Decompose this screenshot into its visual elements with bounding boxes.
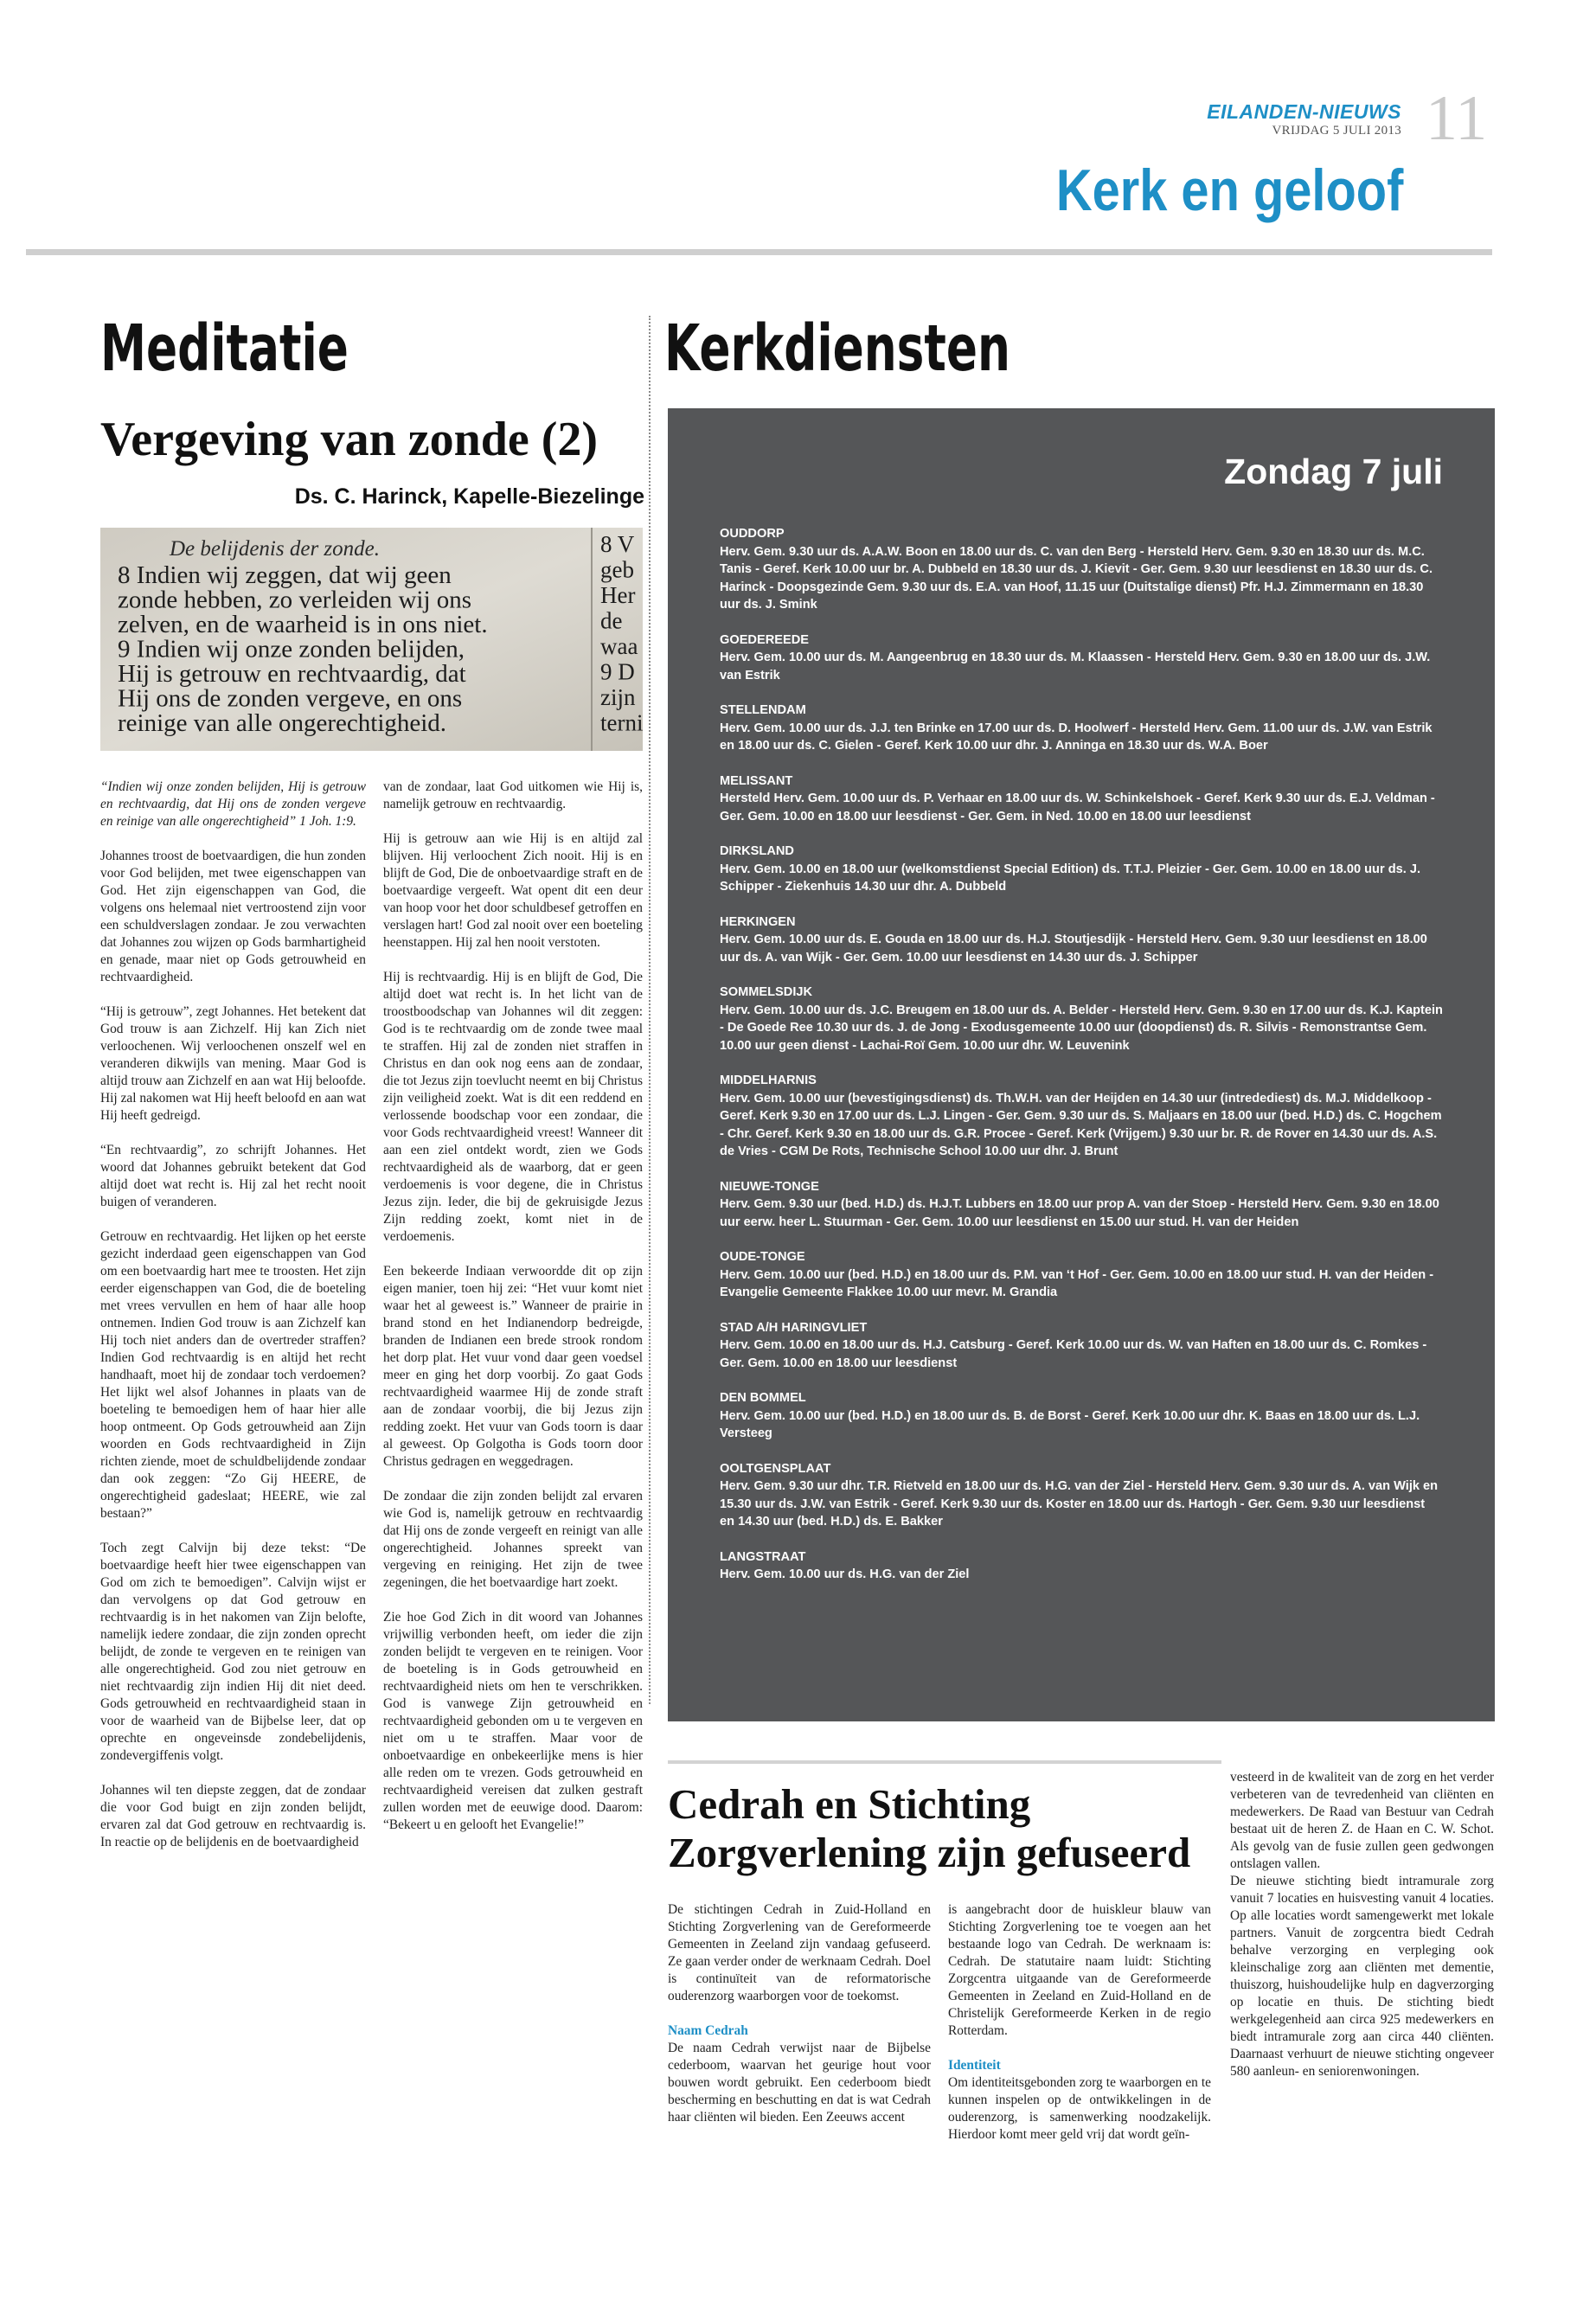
service-place: MIDDELHARNIS bbox=[720, 1074, 817, 1087]
cedrah-column-2 bbox=[948, 1901, 1211, 2144]
service-entry bbox=[720, 772, 1443, 826]
service-place: STELLENDAM bbox=[720, 703, 806, 717]
masthead bbox=[1194, 100, 1401, 138]
service-place: HERKINGEN bbox=[720, 914, 796, 929]
meditatie-paragraph: Johannes wil ten diepste zeggen, dat de zondaar die voor God buigt en zijn zonden belijdt, ervaren zal dat God getrouw en rechtvaardig is. In reactie op de belijdenis en de boetvaardigheid bbox=[100, 1783, 366, 1849]
kerkdiensten-list bbox=[720, 525, 1443, 1601]
scripture-heading: De belijdenis der zonde. bbox=[170, 537, 381, 561]
cedrah-paragraph: De naam Cedrah verwijst naar de Bijbelse cederboom, waarvan het geurige hout voor bouwen wordt gebruikt. Een cederboom biedt bescherming en beschutting en dat is wat Cedrah haar cliënten wil bieden. Een Zeeuws accent bbox=[668, 2041, 931, 2125]
service-details: Herv. Gem. 10.00 en 18.00 uur (welkomstdienst Special Edition) ds. T.T.J. Pleizier - Ger. Gem. 10.00 en 18.00 uur ds. J. Schipper - Ziekenhuis 14.30 uur dhr. A. Dubbeld bbox=[720, 862, 1421, 894]
scripture-margin-line: geb bbox=[600, 556, 634, 583]
meditatie-paragraph: “Hij is getrouw”, zegt Johannes. Het betekent dat God trouw is aan Zichzelf. Hij kan Zich niet verloochenen. Wij verloochenen onszelf wel en veranderen dikwijls van mening. Maar God is altijd trouw aan Zichzelf en aan wat Hij beloofde. Hij zal nakomen wat Hij heeft beloofd en aan wat Hij heeft gedreigd. bbox=[100, 1004, 366, 1123]
service-details: Herv. Gem. 10.00 uur ds. H.G. van der Ziel bbox=[720, 1567, 970, 1581]
scripture-line: 8 Indien wij zeggen, dat wij geen bbox=[118, 561, 452, 589]
scripture-line: zonde hebben, zo verleiden wij ons bbox=[118, 586, 472, 614]
service-place: GOEDEREEDE bbox=[720, 632, 809, 647]
cedrah-paragraph: vesteerd in de kwaliteit van de zorg en het verder verbeteren van de tevredenheid van cliënten en medewerkers. De Raad van Bestuur van Cedrah bestaat uit de heren Z. de Haan en C. W. Schot. Als gevolg van de fusie zullen geen gedwongen ontslagen vallen. bbox=[1230, 1770, 1494, 1871]
scripture-line: zelven, en de waarheid is in ons niet. bbox=[118, 611, 488, 638]
scripture-margin-line: 8 V bbox=[600, 531, 635, 557]
header-rule bbox=[26, 249, 1492, 255]
service-entry bbox=[720, 1248, 1443, 1302]
meditatie-headline: Vergeving van zonde (2) bbox=[100, 413, 599, 466]
service-place: OUDE-TONGE bbox=[720, 1250, 805, 1264]
kerkdiensten-box bbox=[668, 408, 1495, 1721]
service-entry bbox=[720, 843, 1443, 896]
cedrah-column-3 bbox=[1230, 1769, 1494, 2080]
cedrah-subheading-naam: Naam Cedrah bbox=[668, 2023, 748, 2038]
service-entry bbox=[720, 984, 1443, 1054]
meditatie-paragraph: “En rechtvaardig”, zo schrijft Johannes. Het woord dat Johannes gebruikt betekent dat God altijd doet wat recht is. Hij zal het recht nooit buigen of veranderen. bbox=[100, 1143, 366, 1209]
service-details: Herv. Gem. 10.00 uur (bed. H.D.) en 18.00 uur ds. B. de Borst - Geref. Kerk 10.00 uur dhr. K. Baas en 18.00 uur ds. L.J. Versteeg bbox=[720, 1408, 1420, 1440]
service-details: Herv. Gem. 10.00 uur ds. M. Aangeenbrug en 18.30 uur ds. M. Klaassen - Hersteld Herv. Gem. 9.30 en 18.00 uur ds. J.W. van Estrik bbox=[720, 651, 1431, 683]
cedrah-column-1 bbox=[668, 1901, 931, 2126]
service-place: MELISSANT bbox=[720, 773, 793, 788]
meditatie-paragraph: Hij is rechtvaardig. Hij is en blijft de God, Die altijd doet wat recht is. In het licht van de troostboodschap van Johannes wil dit zeggen: God is te rechtvaardig om de zonde twee maal te straffen. Hij zal de zonden niet straffen in Christus en dan ook nog eens aan de zondaar, die tot Jezus zijn toevlucht neemt en bij Christus zijn veiligheid zoekt. Wat is dit een reddend en verlossende boodschap voor een zondaar, die voor Gods rechtvaardigheid vreest! Wanneer dit aan een ziel ontdekt wordt, zien we Gods rechtvaardigheid als de waarborg, dat er geen verdoemenis is voor degene, die in Christus Jezus zijn. Ieder, die bij de gekruisigde Jezus Zijn redding zoekt, komt niet in de verdoemenis. bbox=[383, 970, 643, 1244]
scripture-quote: “Indien wij onze zonden belijden, Hij is getrouw en rechtvaardig, dat Hij ons de zonden vergeve en reinige van alle ongerechtigheid” 1 Joh. 1:9. bbox=[100, 779, 366, 829]
cedrah-headline: Cedrah en Stichting Zorgverlening zijn gefuseerd bbox=[668, 1780, 1191, 1876]
page-number: 11 bbox=[1426, 83, 1488, 154]
service-place: SOMMELSDIJK bbox=[720, 985, 813, 999]
meditatie-paragraph: De zondaar die zijn zonden belijdt zal ervaren wie God is, namelijk getrouw en rechtvaardig dat Hij ons de zonde vergeeft en reinigt van alle ongerechtigheid. Johannes spreekt van vergeving en reiniging. Het zijn de twee zegeningen, die het boetvaardige hart zoekt. bbox=[383, 1489, 643, 1590]
section-title: Kerk en geloof bbox=[1055, 157, 1403, 223]
service-details: Herv. Gem. 10.00 uur ds. J.J. ten Brinke en 17.00 uur ds. D. Hoolwerf - Hersteld Herv. Gem. 11.00 uur ds. J.W. van Estrik en 18.00 uur ds. C. Gielen - Geref. Kerk 10.00 uur dhr. J. Anninga en 18.30 uur ds. W.A. Boer bbox=[720, 721, 1433, 753]
scripture-line: reinige van alle ongerechtigheid. bbox=[118, 709, 447, 737]
kerkdiensten-date: Zondag 7 juli bbox=[1224, 452, 1443, 491]
meditatie-paragraph: Johannes troost de boetvaardigen, die hun zonden voor God belijden, met twee eigenschappen van God. Het zijn eigenschappen van God, die volgens ons helemaal niet vertroostend zijn voor een schuldverslagen zondaar. Je zou verwachten dat Johannes zou wijzen op Gods barmhartigheid en genade, maar niet op Gods getrouwheid en rechtvaardigheid. bbox=[100, 849, 366, 984]
meditatie-column-2 bbox=[383, 779, 643, 1851]
meditatie-paragraph: Getrouw en rechtvaardig. Het lijken op het eerste gezicht inderdaad geen eigenschappen van God om een boetvaardig hart mee te troosten. Het zijn eerder eigenschappen van God, die de boeteling met vrees vervullen en hem of haar alle hoop ontnemen. Indien God trouw is aan Zichzelf kan Hij toch niet anders dan de overtreder straffen? Indien God rechtvaardig is en altijd het recht handhaaft, moet hij de zondaar toch verdoemen? Het lijkt wel alsof Johannes in plaats van de boeteling te bemoedigen hem of haar hier alle hoop ontmeent. Op Gods getrouwheid aan Zijn woorden en Gods rechtvaardigheid in Zijn richten ziende, moet de schuldbelijdende zondaar dan ook zeggen: “Zo Gij HEERE, de ongerechtigheid gadeslaat; HEERE, wie zal bestaan?” bbox=[100, 1229, 366, 1521]
meditatie-author: Ds. C. Harinck, Kapelle-Biezelinge bbox=[294, 484, 644, 509]
service-place: NIEUWE-TONGE bbox=[720, 1179, 819, 1194]
service-entry bbox=[720, 1319, 1443, 1373]
service-details: Herv. Gem. 9.30 uur ds. A.A.W. Boon en 18.00 uur ds. C. van den Berg - Hersteld Herv. Gem. 9.30 en 18.30 uur ds. M.C. Tanis - Geref. Kerk 10.00 uur br. A. Dubbeld en 18.30 uur ds. J. Kievit - Ger. Gem. 9.30 uur leesdienst en 18.30 uur ds. C. Harinck - Doopsgezinde Gem. 9.30 uur ds. E.A. van Hoof, 11.15 uur (Duitstalige dienst) Pfr. H.J. Zimmermann en 18.30 uur ds. J. Smink bbox=[720, 544, 1433, 612]
scripture-margin-line: waa bbox=[600, 633, 638, 659]
cedrah-paragraph: is aangebracht door de huiskleur blauw van Stichting Zorgverlening toe te voegen aan het bestaande logo van Cedrah. De werknaam is: Cedrah. De statutaire naam luidt: Stichting Zorgcentra uitgaande van de Gereformeerde Gemeenten in Zeeland en Zuid-Holland en de Christelijk Gereformeerde Kerken in de regio Rotterdam. bbox=[948, 1902, 1211, 2038]
scripture-margin-line: Her bbox=[600, 582, 636, 608]
scripture-margin-line: terni bbox=[600, 709, 643, 736]
service-entry bbox=[720, 631, 1443, 685]
scripture-line: Hij ons de zonden vergeve, en ons bbox=[118, 684, 463, 713]
meditatie-paragraph: Hij is getrouw aan wie Hij is en altijd zal blijven. Hij verloochent Zich nooit. Hij is en blijft de God, Die de onboetvaardige straft en de boetvaardige vergeeft. Wat opent dit een deur van hoop voor het door schuldbesef getroffen en verslagen hart! God zal nooit over een boeteling heenstappen. Hij zal hen nooit verstoten. bbox=[383, 831, 643, 950]
meditatie-column-title: Meditatie bbox=[100, 311, 349, 386]
kerkdiensten-column-title: Kerkdiensten bbox=[664, 311, 1010, 386]
service-details: Herv. Gem. 9.30 uur (bed. H.D.) ds. H.J.T. Lubbers en 18.00 uur prop A. van der Stoep - Hersteld Herv. Gem. 9.30 en 18.00 uur eerw. heer L. Stuurman - Ger. Gem. 10.00 uur leesdienst en 15.00 uur stud. H. van der Heiden bbox=[720, 1197, 1439, 1229]
service-entry bbox=[720, 1178, 1443, 1232]
service-place: OOLTGENSPLAAT bbox=[720, 1461, 831, 1476]
service-details: Herv. Gem. 10.00 uur ds. J.C. Breugem en 18.00 uur ds. A. Belder - Hersteld Herv. Gem. 9.30 en 17.00 uur ds. K.J. Kaptein - De Goede Ree 10.30 uur ds. J. de Jong - Exodusgemeente 10.00 uur (doopdienst) ds. R. Silvis - Remonstrantse Gem. 10.00 uur geen dienst - Lachai-Roï Gem. 10.00 uur dhr. W. Leuvenink bbox=[720, 1003, 1443, 1053]
column-divider bbox=[649, 316, 651, 1704]
scripture-margin-line: de bbox=[600, 607, 623, 634]
service-entry bbox=[720, 913, 1443, 967]
scripture-margin-line: 9 D bbox=[600, 658, 635, 685]
cedrah-subheading-identiteit: Identiteit bbox=[948, 2058, 1001, 2073]
service-entry bbox=[720, 1548, 1443, 1584]
service-details: Herv. Gem. 10.00 uur ds. E. Gouda en 18.00 uur ds. H.J. Stoutjesdijk - Hersteld Herv. Gem. 9.30 uur leesdienst en 18.00 uur ds. A. van Wijk - Ger. Gem. 10.00 uur leesdienst en 14.30 uur ds. J. Schipper bbox=[720, 933, 1427, 965]
scripture-line: 9 Indien wij onze zonden belijden, bbox=[118, 635, 465, 663]
cedrah-paragraph: De nieuwe stichting biedt intramurale zorg vanuit 7 locaties en huisvesting vanuit 4 locaties. Op alle locaties wordt samengewerkt met lokale partners. Vanuit de zorgcentra biedt Cedrah behalve verzorging en verpleging ook kleinschalige zorg aan cliënten met dementie, thuiszorg, huishoudelijke hulp en dagverzorging op locatie en thuis. De stichting biedt werkgelegenheid aan circa 925 medewerkers en biedt intramurale zorg aan circa 440 cliënten. Daarnaast verhuurt de nieuwe stichting ongeveer 580 aanleun- en seniorenwoningen. bbox=[1230, 1874, 1494, 2079]
meditatie-paragraph: van de zondaar, laat God uitkomen wie Hij is, namelijk getrouw en rechtvaardig. bbox=[383, 779, 643, 811]
scripture-margin-line: zijn bbox=[600, 684, 636, 710]
service-place: DEN BOMMEL bbox=[720, 1391, 806, 1405]
service-place: LANGSTRAAT bbox=[720, 1549, 806, 1564]
service-details: Herv. Gem. 9.30 uur dhr. T.R. Rietveld en 18.00 uur ds. H.G. van der Ziel - Hersteld Herv. Gem. 9.30 uur ds. A. van Wijk en 15.30 uur ds. J.W. van Estrik - Geref. Kerk 9.30 uur ds. Koster en 18.00 uur ds. Hartogh - Ger. Gem. 9.30 uur leesdienst en 14.30 uur (bed. H.D.) ds. E. Bakker bbox=[720, 1479, 1439, 1529]
service-details: Herv. Gem. 10.00 uur (bevestigingsdienst) ds. Th.W.H. van der Heijden en 14.30 uur (intredediest) ds. M.J. Middelkoop - Geref. Kerk 9.30 en 17.00 uur ds. L.J. Lingen - Ger. Gem. 9.30 uur ds. S. Maljaars en 18.00 uur (bed. H.D.) ds. C. Hogchem - Chr. Geref. Kerk 9.30 en 18.00 uur ds. G.R. Procee - Geref. Kerk (Vrijgem.) 9.30 uur br. R. de Rover en 14.30 uur ds. A.S. de Vries - CGM De Rots, Technische School 10.00 uur dhr. J. Brunt bbox=[720, 1091, 1442, 1158]
service-entry bbox=[720, 1072, 1443, 1161]
meditatie-paragraph: Toch zegt Calvijn bij deze tekst: “De boetvaardige heeft hier twee eigenschappen van God om zich te bemoedigen”. Calvijn wijst er dan vervolgens op dat God getrouw en rechtvaardig is in het nakomen van Zijn belofte, namelijk iedere zondaar, die zijn zonden oprecht belijdt, de zonde te vergeven en te reinigen van alle ongerechtigheid. God zou niet getrouw en niet rechtvaardig zijn indien Hij dit niet deed. Gods getrouwheid en rechtvaardigheid staan in voor de waarheid van de Bijbelse leer, dat op oprechte en ongeveinsde zondebelijdenis, zondevergiffenis volgt. bbox=[100, 1541, 366, 1763]
service-details: Herv. Gem. 10.00 uur (bed. H.D.) en 18.00 uur ds. P.M. van ‘t Hof - Ger. Gem. 10.00 en 18.00 uur stud. H. van der Heiden - Evangelie Gemeente Flakkee 10.00 uur mevr. M. Grandia bbox=[720, 1267, 1434, 1299]
publication-logo: EILANDEN-NIEUWS bbox=[1207, 100, 1401, 123]
service-entry bbox=[720, 525, 1443, 614]
meditatie-paragraph: Zie hoe God Zich in dit woord van Johannes vrijwillig verbonden heeft, om ieder die zijn zonden belijdt te vergeven en te reinigen. Voor de boeteling is in Gods getrouwheid en rechtvaardigheid niets om hen te verschrikken. God is vanwege Zijn getrouwheid en rechtvaardigheid gebonden om u te vergeven en niet om u te straffen. Maar voor de onboetvaardige en onbekeerlijke mens is hier alle reden om te vrezen. Gods getrouwheid en rechtvaardigheid vereisen dat zulken gestraft zullen worden met de eeuwige dood. Daarom: “Bekeert u en gelooft het Evangelie!” bbox=[383, 1610, 643, 1832]
service-entry bbox=[720, 702, 1443, 755]
publication-date: VRIJDAG 5 JULI 2013 bbox=[1272, 124, 1401, 138]
meditatie-paragraph: Een bekeerde Indiaan verwoordde dit op zijn eigen manier, toen hij zei: “Het vuur komt niet waar het al geweest is.” Wanneer de prairie in brand stond en het Indianendorp bedreigde, branden de Indianen een brede strook rondom het dorp plat. Het vuur vond daar geen voedsel meer en ging het dorp voorbij. Zo gaat Gods rechtvaardigheid waarmee Hij de zonde straft aan de zondaar voorbij, die bij Jezus zijn redding zoekt. Het vuur van Gods toorn is daar al geweest. Op Golgotha is Gods toorn door Christus gedragen en weggedragen. bbox=[383, 1264, 643, 1469]
cedrah-rule bbox=[668, 1760, 1221, 1764]
service-entry bbox=[720, 1460, 1443, 1531]
scripture-line: Hij is getrouw en rechtvaardig, dat bbox=[118, 660, 466, 688]
service-entry bbox=[720, 1389, 1443, 1443]
scripture-photo-svg bbox=[100, 528, 643, 751]
meditatie-column-1 bbox=[100, 779, 366, 1868]
service-details: Hersteld Herv. Gem. 10.00 uur ds. P. Verhaar en 18.00 uur ds. W. Schinkelshoek - Geref. Kerk 9.30 uur ds. E.J. Veldman - Ger. Gem. 10.00 en 18.00 uur leesdienst - Ger. Gem. in Ned. 10.00 en 18.00 uur leesdienst bbox=[720, 792, 1435, 824]
scripture-photo bbox=[100, 528, 643, 751]
service-place: OUDDORP bbox=[720, 527, 785, 541]
cedrah-intro: De stichtingen Cedrah in Zuid-Holland en Stichting Zorgverlening van de Gereformeerde Gemeenten in Zeeland zijn vandaag gefuseerd. Ze gaan verder onder de werknaam Cedrah. Doel is continuïteit van de reformatorische ouderenzorg waarborgen voor de toekomst. bbox=[668, 1902, 931, 2003]
cedrah-paragraph: Om identiteitsgebonden zorg te waarborgen en te kunnen inspelen op de ontwikkelingen in de ouderenzorg, is samenwerking noodzakelijk. Hierdoor komt meer geld vrij dat wordt geïn- bbox=[948, 2075, 1211, 2142]
service-place: DIRKSLAND bbox=[720, 844, 794, 858]
service-place: STAD A/H HARINGVLIET bbox=[720, 1320, 868, 1335]
service-details: Herv. Gem. 10.00 en 18.00 uur ds. H.J. Catsburg - Geref. Kerk 10.00 uur ds. W. van Haften en 18.00 uur ds. C. Romkes - Ger. Gem. 10.00 en 18.00 uur leesdienst bbox=[720, 1338, 1427, 1370]
